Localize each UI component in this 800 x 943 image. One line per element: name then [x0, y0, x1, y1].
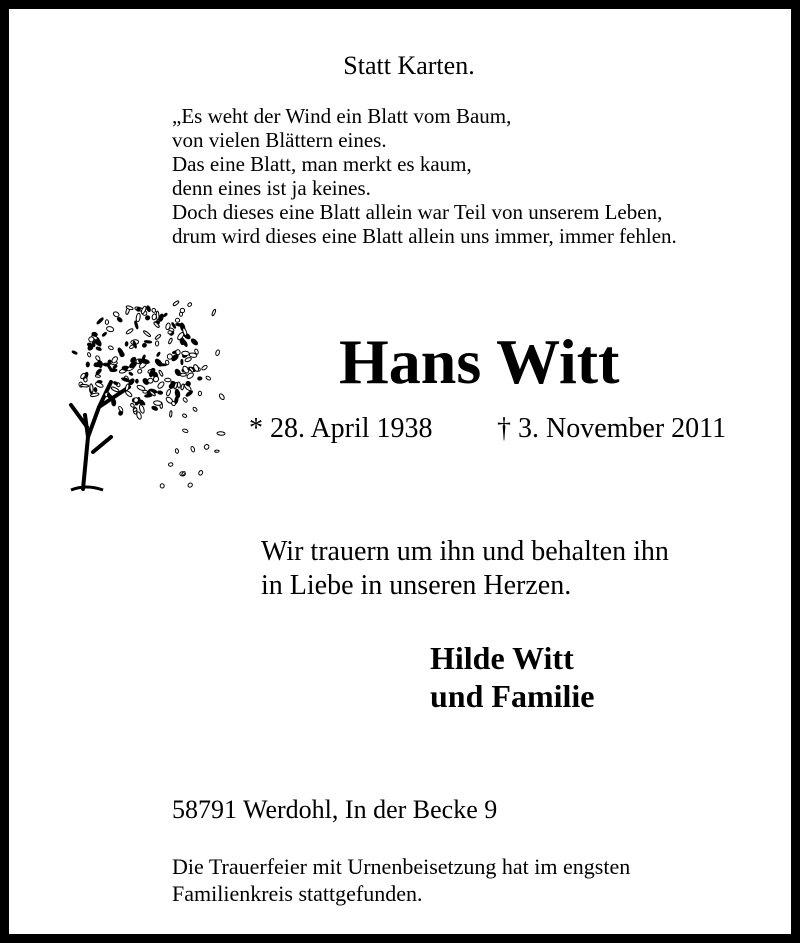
- poem-line: „Es weht der Wind ein Blatt vom Baum,: [172, 104, 512, 128]
- signatory-line: Hilde Witt: [430, 640, 574, 676]
- ceremony-note: [172, 853, 630, 907]
- death-date: † 3. November 2011: [497, 413, 727, 444]
- poem-line: Das eine Blatt, man merkt es kaum,: [172, 152, 472, 176]
- poem-line: drum wird dieses eine Blatt allein uns immer, immer fehlen.: [172, 224, 677, 248]
- poem-line: von vielen Blättern eines.: [172, 128, 387, 152]
- mourning-text: [261, 535, 669, 603]
- windblown-tree-icon: [41, 287, 231, 497]
- signatories: [430, 639, 594, 715]
- birth-date: * 28. April 1938: [249, 413, 433, 444]
- poem-line: Doch dieses eine Blatt allein war Teil von unserem Leben,: [172, 200, 663, 224]
- signatory-line: und Familie: [430, 678, 595, 714]
- header-text: Statt Karten.: [343, 51, 475, 80]
- mourning-line: in Liebe in unseren Herzen.: [261, 570, 572, 601]
- mourning-line: Wir trauern um ihn und behalten ihn: [261, 536, 669, 567]
- address: 58791 Werdohl, In der Becke 9: [172, 795, 498, 824]
- poem: [172, 104, 677, 248]
- ceremony-note-line: Familienkreis stattgefunden.: [172, 881, 423, 906]
- poem-line: denn eines ist ja keines.: [172, 176, 371, 200]
- ceremony-note-line: Die Trauerfeier mit Urnenbeisetzung hat im engsten: [172, 854, 631, 879]
- deceased-name: Hans Witt: [339, 326, 620, 397]
